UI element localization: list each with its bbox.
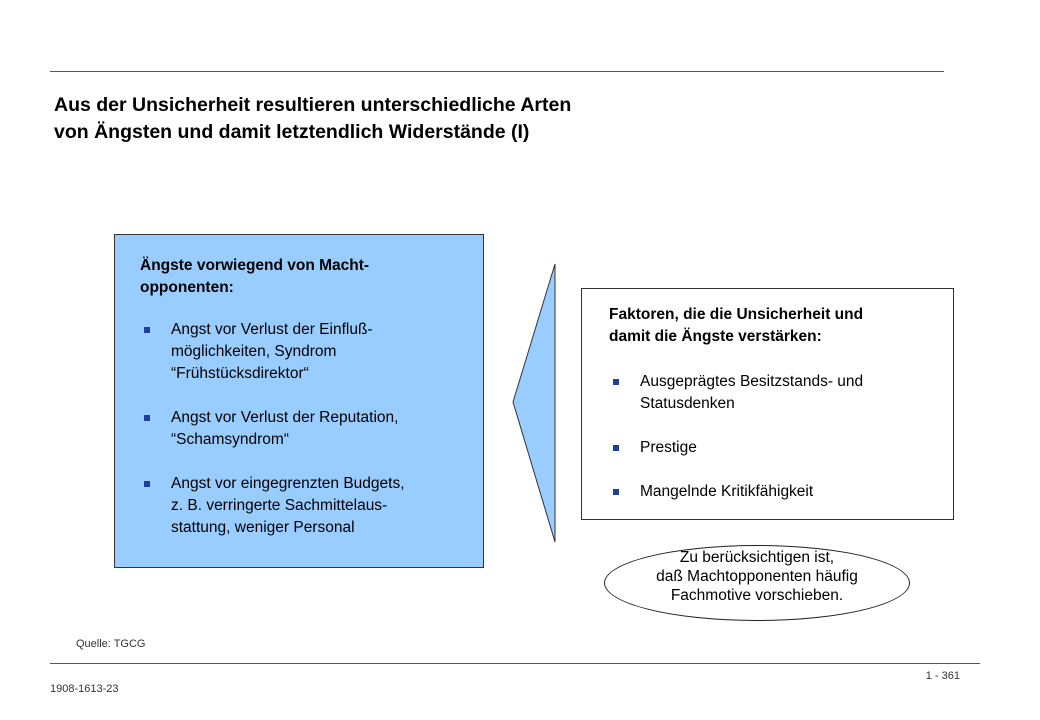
- square-bullet-icon: [144, 327, 150, 333]
- fears-heading: [140, 255, 369, 299]
- fears-list-item: [140, 473, 405, 539]
- square-bullet-icon: [144, 481, 150, 487]
- source-citation: Quelle: TGCG: [76, 638, 146, 650]
- square-bullet-icon: [613, 445, 619, 451]
- top-divider: [50, 71, 944, 72]
- bullet-text: [640, 437, 863, 459]
- bullet-text: [171, 407, 405, 451]
- bullet-line: z. B. verringerte Sachmittelaus-: [171, 497, 388, 514]
- square-bullet-icon: [613, 379, 619, 385]
- bullet-text: [640, 481, 863, 503]
- bullet-line: “Frühstücksdirektor“: [171, 365, 309, 382]
- fears-list-item: [140, 319, 405, 385]
- factors-box: [581, 288, 954, 520]
- bullet-text: [640, 371, 863, 415]
- slide-title-line-1: Aus der Unsicherheit resultieren unterschiedliche Arten: [54, 94, 572, 116]
- note-line: Fachmotive vorschieben.: [670, 587, 844, 604]
- document-id: 1908-1613-23: [50, 683, 119, 695]
- bullet-line: Angst vor eingegrenzten Budgets,: [171, 475, 405, 492]
- factors-list-item: [609, 481, 863, 503]
- bullet-line: Prestige: [640, 439, 697, 456]
- slide-title-line-2: von Ängsten und damit letztendlich Widerstände (I): [54, 121, 530, 143]
- factors-heading: [609, 304, 863, 348]
- bullet-text: [171, 319, 405, 385]
- bullet-line: Mangelnde Kritikfähigkeit: [640, 483, 814, 500]
- factors-heading-line: damit die Ängste verstärken:: [609, 328, 822, 345]
- factors-list-item: [609, 437, 863, 459]
- bullet-line: Angst vor Verlust der Reputation,: [171, 409, 399, 426]
- bullet-line: stattung, weniger Personal: [171, 519, 355, 536]
- bullet-line: Angst vor Verlust der Einfluß-: [171, 321, 373, 338]
- square-bullet-icon: [144, 415, 150, 421]
- factors-list-item: [609, 371, 863, 415]
- fears-list: [140, 319, 405, 539]
- square-bullet-icon: [613, 489, 619, 495]
- bullet-text: [171, 473, 405, 539]
- factors-heading-line: Faktoren, die die Unsicherheit und: [609, 306, 864, 323]
- slide-title: [54, 92, 954, 146]
- fears-heading-line: opponenten:: [140, 279, 234, 296]
- bullet-line: “Schamsyndrom“: [171, 431, 289, 448]
- bullet-line: möglichkeiten, Syndrom: [171, 343, 337, 360]
- note-line: Zu berücksichtigen ist,: [679, 549, 835, 566]
- page-number: 1 - 361: [925, 670, 960, 682]
- arrow-shape: [513, 264, 555, 542]
- factors-list: [609, 371, 863, 503]
- note-line: daß Machtopponenten häufig: [656, 568, 858, 585]
- left-pointing-arrow-icon: [510, 264, 560, 542]
- bullet-line: Ausgeprägtes Besitzstands- und: [640, 373, 864, 390]
- fears-box: [114, 234, 484, 568]
- bullet-line: Statusdenken: [640, 395, 735, 412]
- fears-heading-line: Ängste vorwiegend von Macht-: [140, 257, 370, 274]
- fears-list-item: [140, 407, 405, 451]
- bottom-divider: [50, 663, 980, 664]
- note-oval: [604, 545, 910, 621]
